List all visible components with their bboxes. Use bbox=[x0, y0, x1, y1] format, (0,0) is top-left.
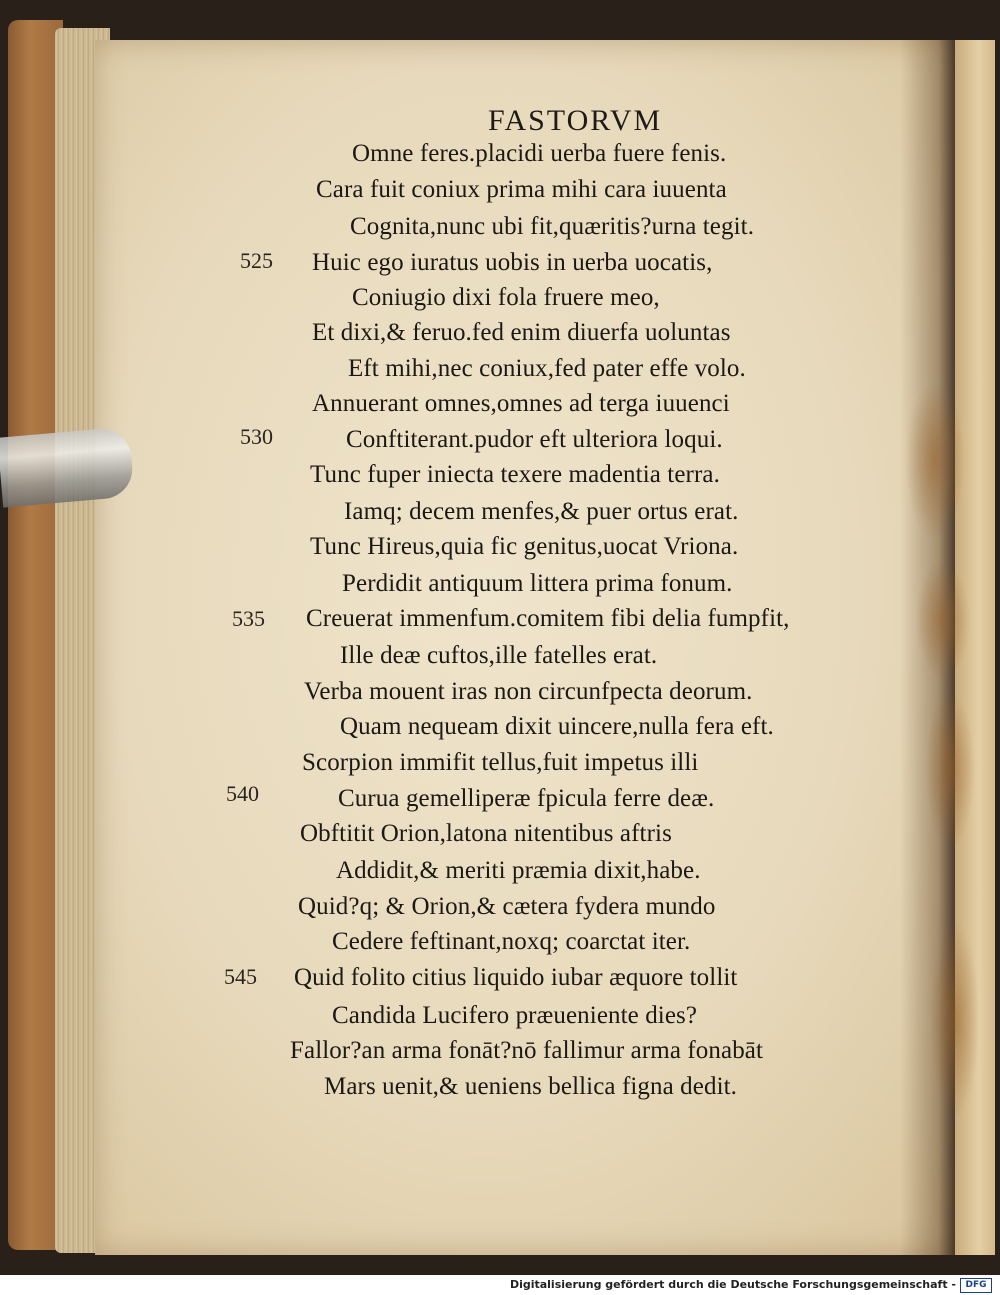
verse-line: Perdidit antiquum littera prima fonum. bbox=[342, 570, 733, 597]
verse-line: Scorpion immifit tellus,fuit impetus illi bbox=[302, 749, 699, 776]
verse-line: Tunc fuper iniecta texere madentia terra. bbox=[310, 461, 720, 488]
verse-line: Et dixi,& feruo.fed enim diuerfa uoluntas bbox=[312, 319, 731, 346]
water-stain bbox=[925, 690, 975, 850]
verse-line: Quid?q; & Orion,& cætera fydera mundo bbox=[298, 893, 716, 920]
line-number: 545 bbox=[224, 964, 257, 989]
water-stain bbox=[930, 920, 980, 1120]
verse-line: Eft mihi,nec coniux,fed pater effe volo. bbox=[348, 355, 746, 382]
water-stain bbox=[915, 560, 970, 680]
verse-line: Mars uenit,& ueniens bellica figna dedit. bbox=[324, 1073, 738, 1100]
verse-line: Tunc Hireus,quia fic genitus,uocat Vriona. bbox=[310, 533, 739, 560]
verse-line: Huic ego iuratus uobis in uerba uocatis, bbox=[312, 249, 713, 276]
digitization-credit: Digitalisierung gefördert durch die Deutsche Forschungsgemeinschaft - bbox=[509, 1278, 956, 1291]
verse-line: Cedere feftinant,noxq; coarctat iter. bbox=[332, 928, 691, 955]
verse-line: Creuerat immenfum.comitem fibi delia fumpfit, bbox=[306, 605, 790, 632]
verse-line: Cara fuit coniux prima mihi cara iuuenta bbox=[316, 176, 727, 203]
verse-line: Conftiterant.pudor eft ulteriora loqui. bbox=[346, 426, 723, 453]
running-head: FASTORVM bbox=[488, 104, 663, 137]
verse-line: Addidit,& meriti præmia dixit,habe. bbox=[336, 857, 701, 884]
verse-line: Obftitit Orion,latona nitentibus aftris bbox=[300, 820, 672, 847]
verse-line: Coniugio dixi fola fruere meo, bbox=[352, 284, 660, 311]
dfg-logo: DFG bbox=[960, 1278, 992, 1293]
water-stain bbox=[905, 380, 965, 540]
verse-line: Fallor?an arma fonāt?nō fallimur arma fonabāt bbox=[290, 1037, 764, 1064]
verse-line: Iamq; decem menfes,& puer ortus erat. bbox=[344, 498, 739, 525]
line-number: 535 bbox=[232, 606, 265, 631]
verse-line: Annuerant omnes,omnes ad terga iuuenci bbox=[312, 390, 730, 417]
verse-line: Cognita,nunc ubi fit,quæritis?urna tegit. bbox=[350, 213, 755, 240]
verse-line: Candida Lucifero præueniente dies? bbox=[332, 1002, 698, 1029]
line-number: 525 bbox=[240, 248, 273, 273]
verse-line: Omne feres.placidi uerba fuere fenis. bbox=[352, 140, 727, 167]
verse-line: Curua gemelliperæ fpicula ferre deæ. bbox=[338, 785, 715, 812]
verse-line: Verba mouent iras non circunfpecta deorum. bbox=[304, 678, 753, 705]
verse-line: Quam nequeam dixit uincere,nulla fera eft. bbox=[340, 713, 774, 740]
line-number: 540 bbox=[226, 781, 259, 806]
footer-bar bbox=[0, 1275, 1000, 1295]
verse-line: Ille deæ cuftos,ille fatelles erat. bbox=[340, 642, 658, 669]
line-number: 530 bbox=[240, 424, 273, 449]
verse-line: Quid folito citius liquido iubar æquore tollit bbox=[294, 964, 738, 991]
page-holder-clip bbox=[0, 426, 135, 507]
